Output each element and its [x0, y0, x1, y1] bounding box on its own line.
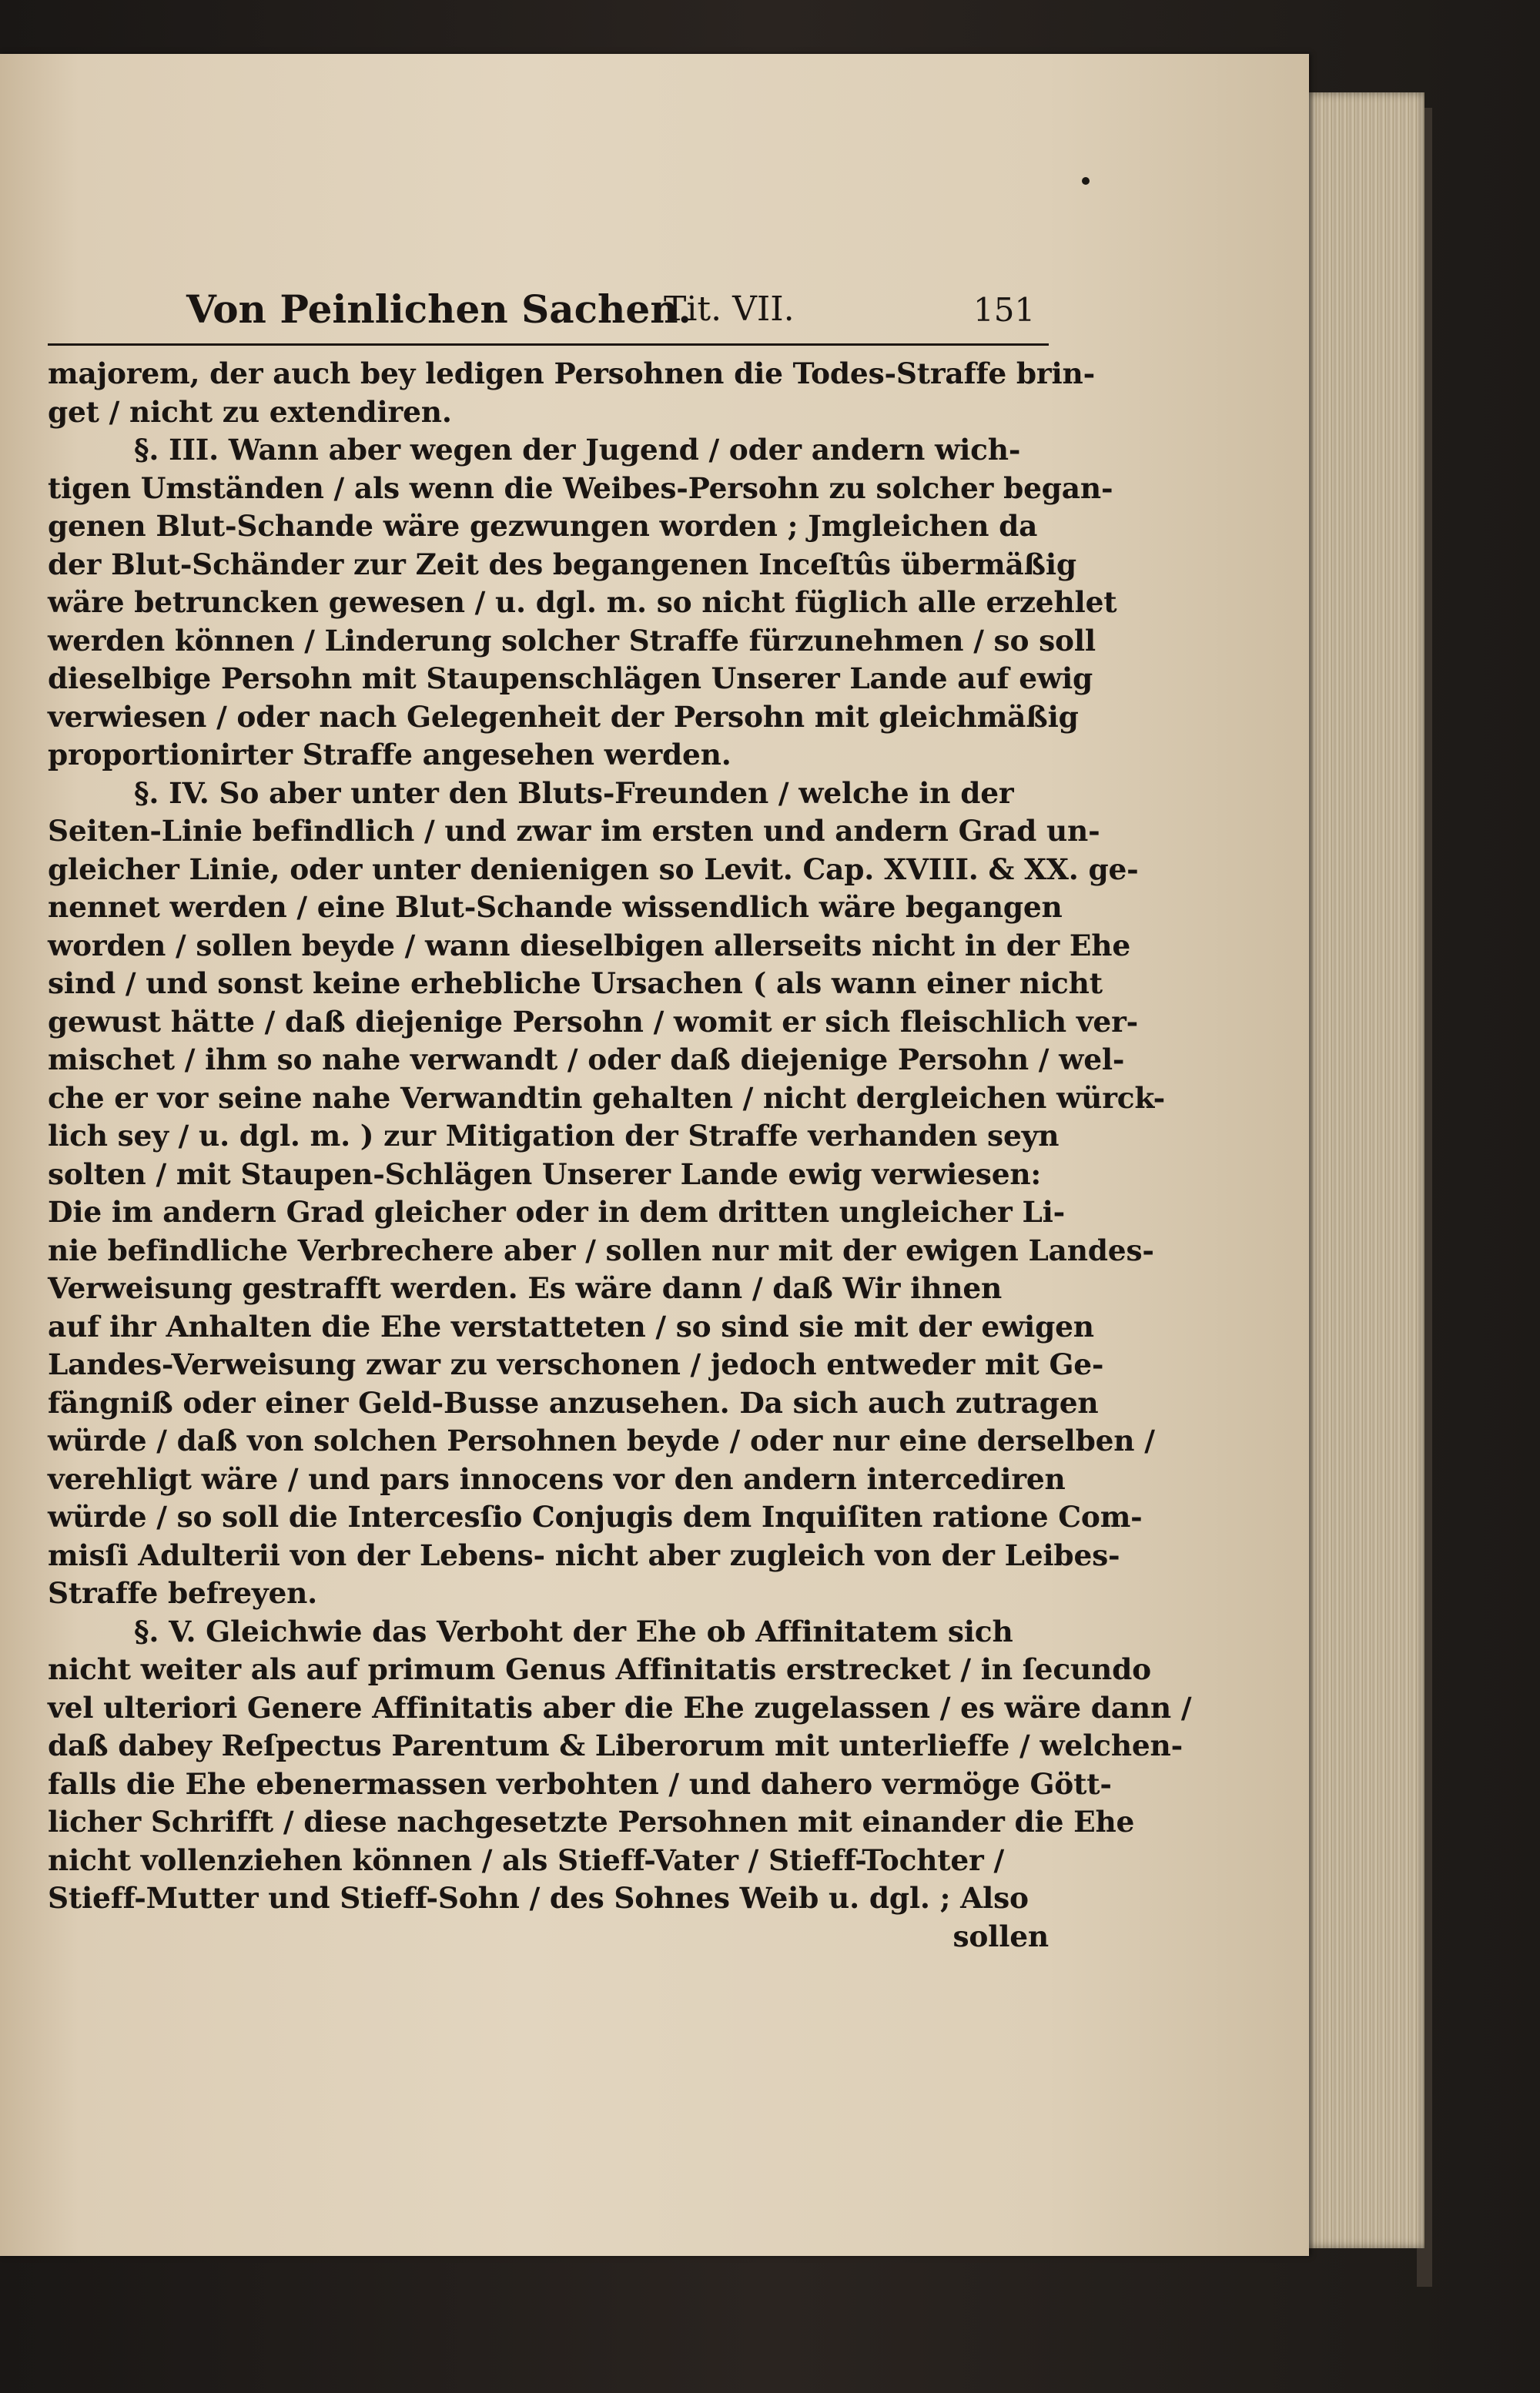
- text-line: wäre betruncken gewesen / u. dgl. m. so nicht füglich alle erzehlet: [48, 585, 1117, 619]
- text-line: gewust hätte / daß diejenige Persohn / womit er sich fleischlich ver-: [48, 1004, 1138, 1039]
- text-line: tigen Umständen / als wenn die Weibes-Persohn zu solcher began-: [48, 470, 1113, 505]
- text-line: solten / mit Staupen-Schlägen Unserer Lande ewig verwiesen:: [48, 1156, 1042, 1191]
- text-line: che er vor seine nahe Verwandtin gehalten / nicht dergleichen würck-: [48, 1080, 1166, 1115]
- text-line: daß dabey Reſpectus Parentum & Liberorum mit unterlieffe / welchen-: [48, 1729, 1183, 1762]
- text-line: nicht vollenziehen können / als Stieff-Vater / Stieff-Tochter /: [48, 1842, 1004, 1877]
- text-line: Stieff-Mutter und Stieff-Sohn / des Sohnes Weib u. dgl. ; Also: [48, 1881, 1029, 1915]
- text-line: Verweisung gestrafft werden. Es wäre dann / daß Wir ihnen: [48, 1271, 1003, 1305]
- text-line: majorem, der auch bey ledigen Persohnen die Todes-Straffe brin-: [48, 356, 1095, 390]
- text-line: auf ihr Anhalten die Ehe verstatteten / so sind sie mit der ewigen: [48, 1309, 1094, 1344]
- text-line: nennet werden / eine Blut-Schande wissendlich wäre begangen: [48, 890, 1063, 924]
- text-line: misſi Adulterii von der Lebens- nicht aber zugleich von der Leibes-: [48, 1538, 1120, 1572]
- running-head: [48, 286, 1049, 336]
- text-line: nie befindliche Verbrechere aber / sollen nur mit der ewigen Landes-: [48, 1233, 1154, 1267]
- text-line: der Blut-Schänder zur Zeit des begangenen Inceſtûs übermäßig: [48, 547, 1076, 581]
- text-line: Die im andern Grad gleicher oder in dem dritten ungleicher Li-: [48, 1195, 1066, 1229]
- page-number: 151: [973, 291, 1036, 329]
- text-line: Straffe befreyen.: [48, 1576, 318, 1610]
- text-line: Seiten-Linie befindlich / und zwar im ersten und andern Grad un-: [48, 814, 1100, 848]
- text-line: verehligt wäre / und pars innocens vor den andern intercediren: [48, 1461, 1066, 1496]
- paragraph-start: §. IV. So aber unter den Bluts-Freunden / welche in der: [134, 775, 1014, 810]
- title-number: Tit. VII.: [664, 290, 795, 329]
- text-line: werden können / Linderung solcher Straffe fürzunehmen / so soll: [48, 623, 1096, 658]
- text-line: verwiesen / oder nach Gelegenheit der Persohn mit gleichmäßig: [48, 699, 1079, 734]
- text-line: get / nicht zu extendiren.: [48, 394, 452, 429]
- text-line: genen Blut-Schande wäre gezwungen worden ; Jmgleichen da: [48, 509, 1038, 543]
- text-line: sind / und sonst keine erhebliche Ursachen ( als wann einer nicht: [48, 966, 1103, 1000]
- text-line: vel ulteriori Genere Affinitatis aber die Ehe zugelassen / es wäre dann /: [48, 1690, 1192, 1725]
- text-line: nicht weiter als auf primum Genus Affinitatis erstrecket / in ſecundo: [48, 1652, 1151, 1686]
- text-line: proportionirter Straffe angesehen werden.: [48, 738, 732, 771]
- text-line: licher Schrifft / diese nachgesetzte Persohnen mit einander die Ehe: [48, 1805, 1135, 1839]
- text-line: fängniß oder einer Geld-Busse anzusehen. Da sich auch zutragen: [48, 1385, 1099, 1420]
- text-line: lich sey / u. dgl. m. ) zur Mitigation der Straffe verhanden seyn: [48, 1119, 1060, 1153]
- text-line: würde / daß von solchen Persohnen beyde / oder nur eine derselben /: [48, 1424, 1155, 1458]
- text-line: worden / sollen beyde / wann dieselbigen allerseits nicht in der Ehe: [48, 928, 1130, 962]
- text-line: dieselbige Persohn mit Staupenschlägen Unserer Lande auf ewig: [48, 661, 1093, 695]
- paragraph-start: §. III. Wann aber wegen der Jugend / oder andern wich-: [134, 433, 1021, 467]
- ink-spot: [1082, 177, 1090, 185]
- text-line: Landes-Verweisung zwar zu verschonen / jedoch entweder mit Ge-: [48, 1347, 1104, 1381]
- text-line: mischet / ihm so nahe verwandt / oder daß diejenige Persohn / wel-: [48, 1043, 1125, 1076]
- text-block: [48, 286, 1192, 1956]
- text-line: würde / so soll die Intercesſio Conjugis dem Inquiſiten ratione Com-: [48, 1500, 1143, 1534]
- paragraph-start: §. V. Gleichwie das Verboht der Ehe ob Affinitatem sich: [134, 1614, 1013, 1648]
- catchword: sollen: [952, 1919, 1049, 1953]
- page-edges: [1309, 92, 1424, 2248]
- running-title: Von Peinlichen Sachen.: [186, 286, 691, 332]
- text-line: falls die Ehe ebenermassen verbohten / und dahero vermöge Gött-: [48, 1766, 1112, 1801]
- header-rule: [48, 343, 1049, 346]
- text-line: gleicher Linie, oder unter denienigen so Levit. Cap. XVIII. & XX. ge-: [48, 852, 1139, 886]
